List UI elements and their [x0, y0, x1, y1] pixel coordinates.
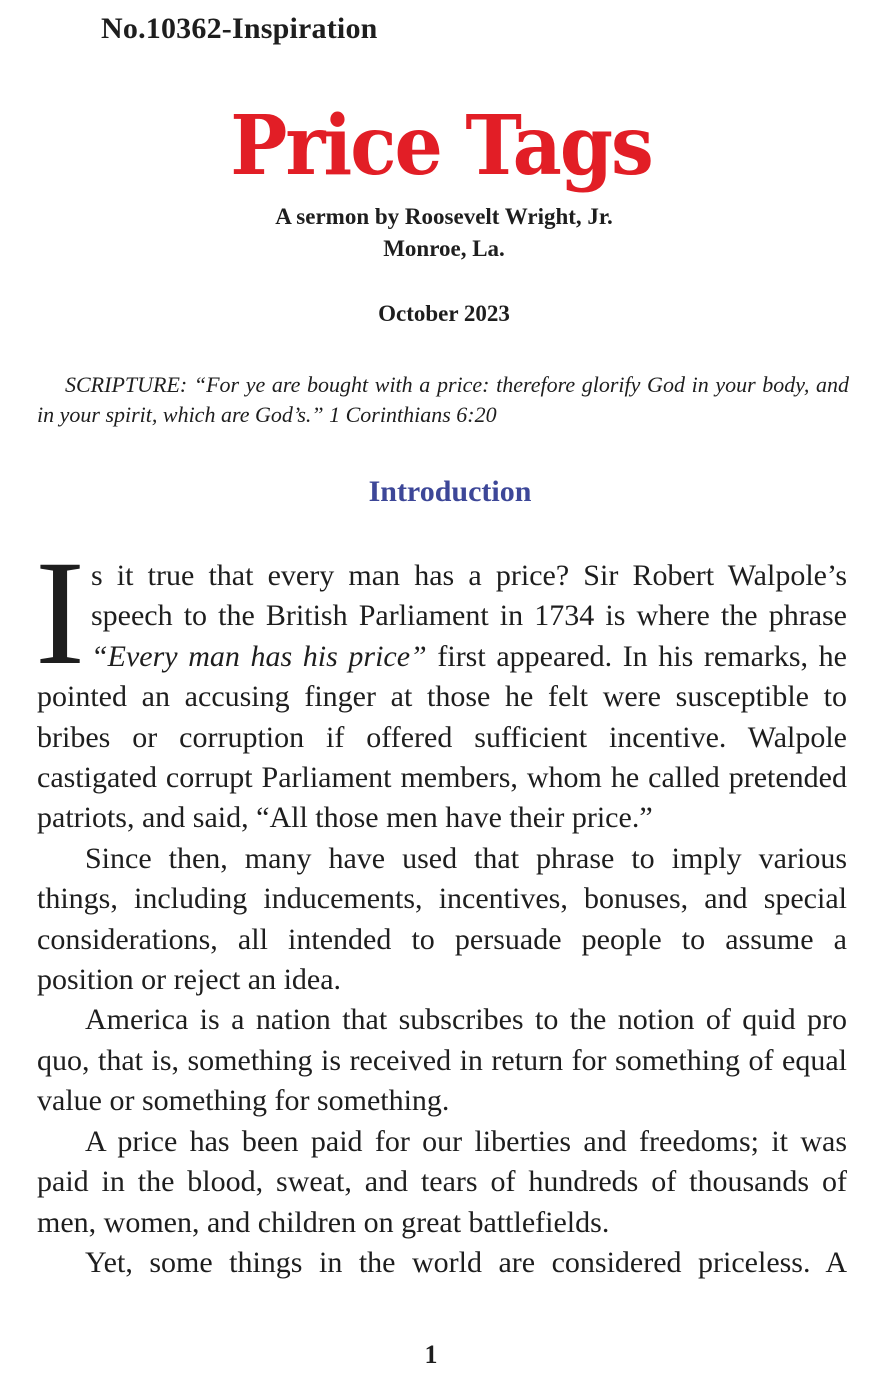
issue-number: No.10362-Inspiration — [101, 12, 378, 45]
drop-cap: I — [35, 530, 85, 696]
paragraph-3: America is a nation that subscribes to the notion of quid pro quo, that is, something is received in return for something of equal value or something for something. — [37, 1003, 847, 1118]
paragraph-1-quote: “Every man has his price” — [90, 639, 427, 673]
body-text — [35, 530, 847, 1283]
sermon-title: Price Tags — [230, 97, 652, 194]
paragraph-4: A price has been paid for our liberties and freedoms; it was paid in the blood, sweat, and tears of hundreds of thousands of men, women, and children on great battlefields. — [37, 1124, 847, 1239]
author-location: Monroe, La. — [383, 236, 505, 261]
paragraph-1-end: first appeared. In his remarks, he pointed an accusing finger at those he felt were susceptible to bribes or corruption if offered sufficient incentive. Walpole castigated corrupt Parliament members, whom he called pretended patriots, and said, “All those men have their price.” — [37, 639, 847, 835]
author-byline: A sermon by Roosevelt Wright, Jr. — [275, 204, 613, 229]
page-number: 1 — [424, 1340, 438, 1369]
paragraph-2: Since then, many have used that phrase to imply various things, including inducements, incentives, bonuses, and special considerations, all intended to persuade people to assume a position or reject an idea. — [37, 841, 847, 997]
scripture-quote: SCRIPTURE: “For ye are bought with a price: therefore glorify God in your body, and in your spirit, which are God’s.” 1 Corinthians 6:20 — [37, 372, 849, 427]
paragraph-1 — [35, 530, 847, 839]
paragraph-5: Yet, some things in the world are considered priceless. A — [85, 1245, 847, 1279]
section-heading-introduction: Introduction — [368, 475, 532, 508]
paragraph-1-start: s it true that every man has a price? Sir Robert Walpole’s speech to the British Parliament in 1734 is where the phrase — [90, 559, 847, 633]
sermon-date: October 2023 — [378, 301, 510, 326]
